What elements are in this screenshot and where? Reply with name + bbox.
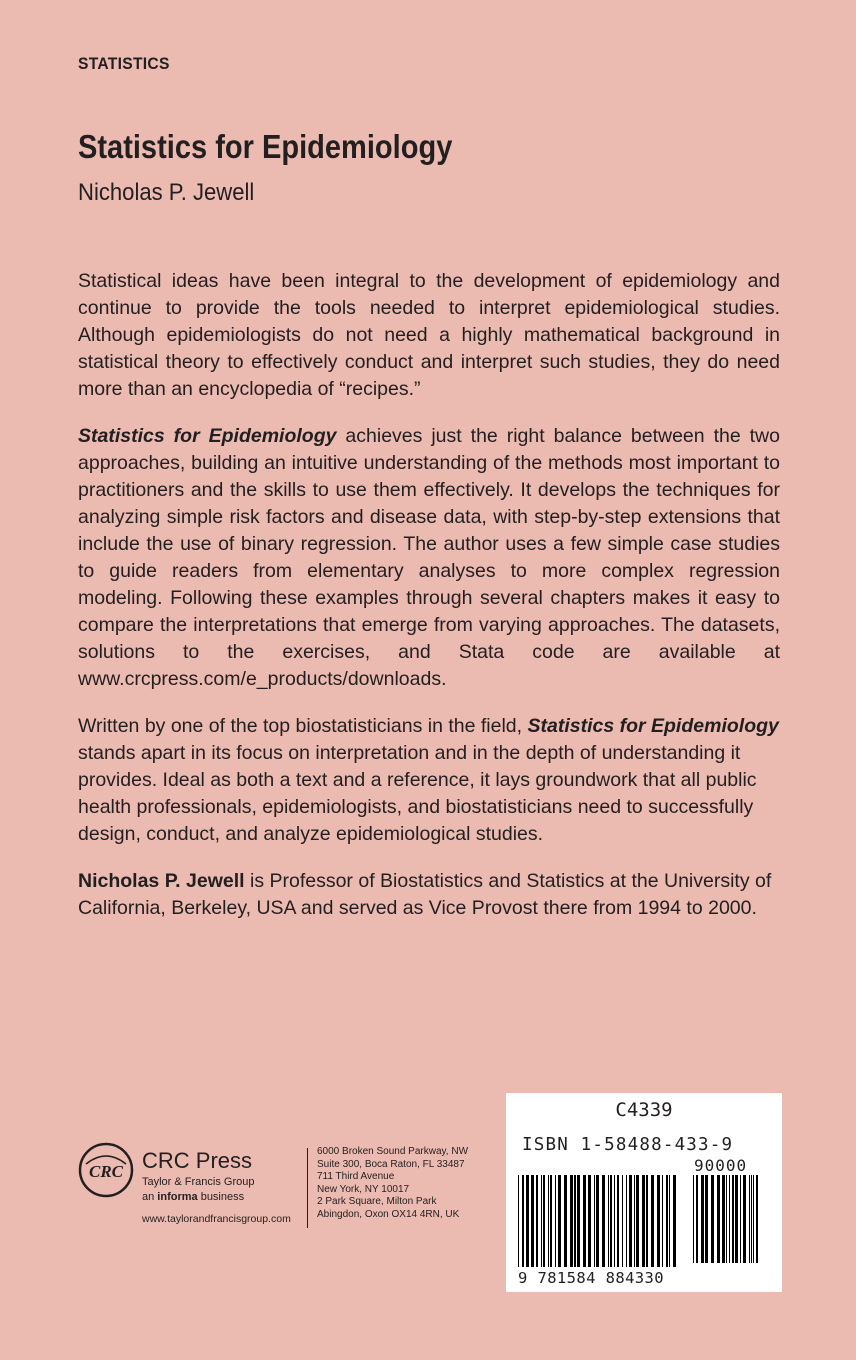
barcode-bar bbox=[636, 1175, 639, 1267]
barcode-bar bbox=[596, 1175, 599, 1267]
address-line: New York, NY 10017 bbox=[317, 1183, 410, 1195]
address-line: Abingdon, Oxon OX14 4RN, UK bbox=[317, 1208, 460, 1220]
barcode-bar bbox=[717, 1175, 720, 1263]
description-paragraph-2 bbox=[78, 423, 780, 693]
description-paragraph-3 bbox=[78, 713, 780, 848]
barcode-bar bbox=[732, 1175, 734, 1263]
barcode-bar bbox=[626, 1175, 627, 1267]
barcode-bar bbox=[735, 1175, 738, 1263]
paragraph-3-lead: Written by one of the top biostatisticians in the field, bbox=[78, 715, 528, 737]
ean-first-digit: 9 bbox=[518, 1269, 528, 1287]
publisher-business bbox=[142, 1190, 254, 1205]
barcode-bar bbox=[669, 1175, 670, 1267]
barcode-bar bbox=[588, 1175, 591, 1267]
address-line: Suite 300, Boca Raton, FL 33487 bbox=[317, 1158, 465, 1170]
divider bbox=[307, 1148, 308, 1228]
address-line: 6000 Broken Sound Parkway, NW bbox=[317, 1146, 469, 1157]
barcode-bar bbox=[629, 1175, 632, 1267]
paragraph-2-text: achieves just the right balance between the two approaches, building an intuitive understanding of the methods most important to practitioners and the skills to use them effectively. It develops the techniques for analyzing simple risk factors and disease data, with step-by-step extensions that include the use of binary regression. The author uses a few simple case studies to guide readers from elementary analyses to more complex regression modeling. Following these examples through several chapters makes it easy to compare the interpretations that emerge from varying approaches. The datasets, solutions to the exercises, and Stata code are available at www.crcpress.com/e_products/downloads. bbox=[78, 425, 780, 690]
business-prefix: an bbox=[142, 1191, 158, 1203]
barcode-bar bbox=[740, 1175, 741, 1263]
price-code: C4339 bbox=[615, 1099, 673, 1121]
barcode-bar bbox=[729, 1175, 730, 1263]
description bbox=[78, 268, 780, 942]
barcode-bar bbox=[558, 1175, 561, 1267]
barcode-bar bbox=[756, 1175, 758, 1263]
barcode-bar bbox=[518, 1175, 519, 1267]
author-bio bbox=[78, 868, 780, 922]
barcode-bar bbox=[541, 1175, 542, 1267]
paragraph-2-title: Statistics for Epidemiology bbox=[78, 425, 337, 447]
barcode-bar bbox=[634, 1175, 635, 1267]
ean-barcode bbox=[516, 1175, 676, 1271]
bio-name: Nicholas P. Jewell bbox=[78, 870, 245, 892]
barcode-bar bbox=[753, 1175, 754, 1263]
barcode-bar bbox=[610, 1175, 612, 1267]
barcode-bar bbox=[583, 1175, 586, 1267]
barcode-bar bbox=[749, 1175, 750, 1263]
description-paragraph-1: Statistical ideas have been integral to the development of epidemiology and continue to provide the tools needed to interpret epidemiological studies. Although epidemiologists do not need a highly mathematical background in statistical theory to effectively conduct and interpret such studies, they do need more than an encyclopedia of “recipes.” bbox=[78, 270, 780, 400]
barcode-panel bbox=[506, 1093, 782, 1292]
publisher-group: Taylor & Francis Group bbox=[142, 1176, 255, 1188]
paragraph-3-text: stands apart in its focus on interpretation and in the depth of understanding it provides. Ideal as both a text and a reference, it lays groundwork that all public health professionals, epidemiologists, and biostatisticians need to successfully design, conduct, and analyze epidemiological studies. bbox=[78, 742, 757, 845]
bio-text: is Professor of Biostatistics and Statistics at the University of California, Berkeley, USA and served as Vice Provost there from 1994 to 2000. bbox=[78, 870, 772, 919]
logo-text: CRC bbox=[88, 1162, 124, 1181]
barcode-bar bbox=[570, 1175, 573, 1267]
ean-right-group: 884330 bbox=[605, 1269, 665, 1287]
addon-digits: 90000 bbox=[694, 1156, 748, 1175]
business-brand: informa bbox=[157, 1191, 198, 1203]
barcode-bar bbox=[574, 1175, 576, 1267]
barcode-bar bbox=[564, 1175, 567, 1267]
ean-left-group: 781584 bbox=[537, 1269, 596, 1287]
book-author: Nicholas P. Jewell bbox=[78, 179, 255, 206]
barcode-bar bbox=[617, 1175, 619, 1267]
barcode-bar bbox=[594, 1175, 595, 1267]
barcode-bar bbox=[608, 1175, 609, 1267]
barcode-bar bbox=[555, 1175, 556, 1267]
crc-logo-icon bbox=[78, 1142, 134, 1198]
publisher-name: CRC Press bbox=[142, 1148, 253, 1173]
barcode-bar bbox=[577, 1175, 580, 1267]
barcode-bar bbox=[711, 1175, 714, 1263]
barcode-bar bbox=[726, 1175, 727, 1263]
barcode-bar bbox=[651, 1175, 654, 1267]
barcode-bar bbox=[531, 1175, 534, 1267]
paragraph-3-title: Statistics for Epidemiology bbox=[527, 715, 779, 737]
barcode-bar bbox=[522, 1175, 524, 1267]
book-title: Statistics for Epidemiology bbox=[78, 128, 453, 165]
barcode-bar bbox=[614, 1175, 615, 1267]
barcode-bar bbox=[526, 1175, 529, 1267]
ean-digits bbox=[518, 1269, 664, 1287]
barcode-bar bbox=[666, 1175, 668, 1267]
barcode-bar bbox=[642, 1175, 645, 1267]
barcode-bar bbox=[646, 1175, 648, 1267]
publisher-info bbox=[142, 1175, 254, 1205]
business-suffix: business bbox=[197, 1191, 245, 1203]
barcode-bar bbox=[743, 1175, 746, 1263]
barcode-bar bbox=[693, 1175, 694, 1263]
series-label: STATISTICS bbox=[78, 54, 170, 73]
address-line: 711 Third Avenue bbox=[317, 1171, 395, 1183]
address-line: 2 Park Square, Milton Park bbox=[317, 1196, 437, 1208]
publisher-address bbox=[317, 1146, 468, 1222]
barcode-bar bbox=[548, 1175, 549, 1267]
barcode-bar bbox=[722, 1175, 725, 1263]
addon-barcode bbox=[691, 1175, 759, 1263]
barcode-bar bbox=[705, 1175, 708, 1263]
barcode-bar bbox=[696, 1175, 698, 1263]
barcode-bar bbox=[536, 1175, 538, 1267]
barcode-bar bbox=[622, 1175, 623, 1267]
barcode-bar bbox=[662, 1175, 663, 1267]
barcode-bar bbox=[673, 1175, 676, 1267]
barcode-bar bbox=[602, 1175, 605, 1267]
publisher-url: www.taylorandfrancisgroup.com bbox=[142, 1213, 291, 1225]
barcode-bar bbox=[543, 1175, 545, 1267]
barcode-bar bbox=[550, 1175, 552, 1267]
barcode-bar bbox=[657, 1175, 660, 1267]
barcode-bar bbox=[751, 1175, 752, 1263]
barcode-bar bbox=[701, 1175, 704, 1263]
isbn-text: ISBN 1-58488-433-9 bbox=[522, 1135, 734, 1155]
